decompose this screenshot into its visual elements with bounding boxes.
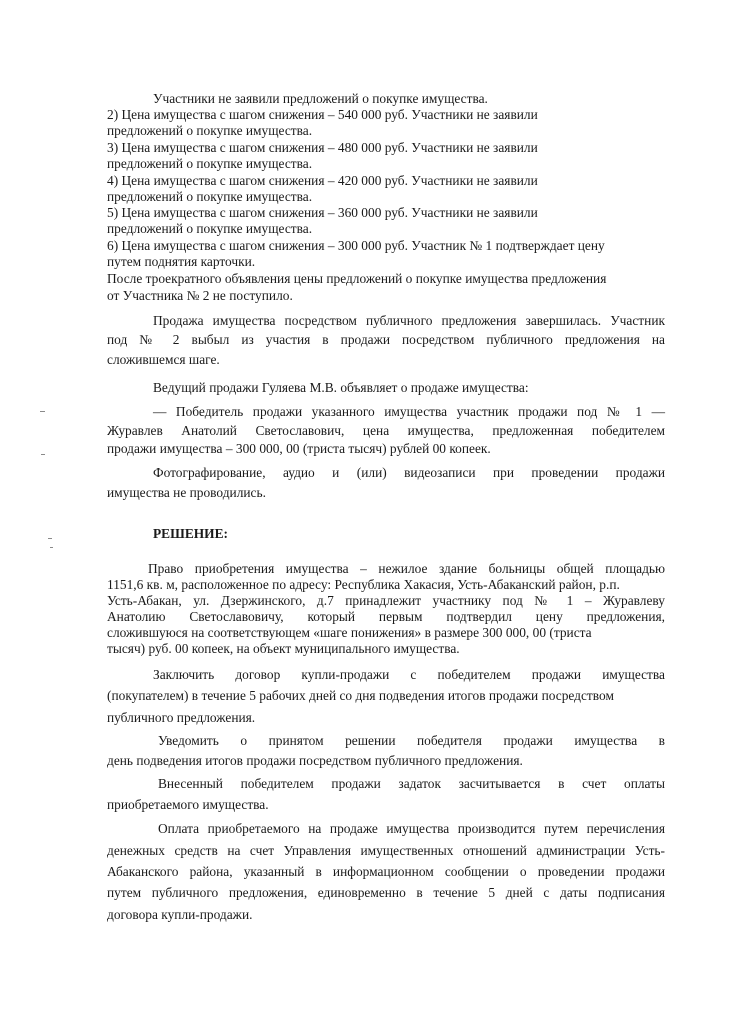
text-line: Усть-Абакан, ул. Дзержинского, д.7 принадлежит участнику под № 1 – Журавлеву — [107, 593, 665, 608]
text-line: 4) Цена имущества с шагом снижения – 420 000 руб. Участники не заявили — [107, 173, 538, 188]
text-line: Анатолию Светославовичу, который первым подтвердил цену предложения, — [107, 609, 665, 624]
text-line: имущества не проводились. — [107, 485, 266, 500]
text-line: Внесенный победителем продажи задаток засчитывается в счет оплаты — [158, 776, 665, 791]
scan-mark — [50, 547, 53, 548]
text-line: под № 2 выбыл из участия в продажи посредством публичного предложения на — [107, 332, 665, 347]
section-heading: РЕШЕНИЕ: — [153, 526, 228, 541]
text-line: Заключить договор купли-продажи с победителем продажи имущества — [153, 667, 665, 682]
text-line: предложений о покупке имущества. — [107, 156, 313, 171]
text-line: Право приобретения имущества – нежилое здание больницы общей площадью — [148, 561, 665, 576]
text-line: 2) Цена имущества с шагом снижения – 540 000 руб. Участники не заявили — [107, 107, 538, 122]
text-line: 6) Цена имущества с шагом снижения – 300 000 руб. Участник № 1 подтверждает цену — [107, 238, 605, 253]
text-line: Уведомить о принятом решении победителя продажи имущества в — [158, 733, 665, 748]
text-line: предложений о покупке имущества. — [107, 221, 313, 236]
text-line: Журавлев Анатолий Светославович, цена имущества, предложенная победителем — [107, 423, 665, 438]
text-line: — Победитель продажи указанного имущества участник продажи под № 1 — — [153, 404, 665, 419]
text-line: предложений о покупке имущества. — [107, 189, 313, 204]
text-line: 3) Цена имущества с шагом снижения – 480 000 руб. Участники не заявили — [107, 140, 538, 155]
text-line: от Участника № 2 не поступило. — [107, 288, 293, 303]
text-line: путем поднятия карточки. — [107, 254, 256, 269]
text-line: 5) Цена имущества с шагом снижения – 360 000 руб. Участники не заявили — [107, 205, 538, 220]
text-line: предложений о покупке имущества. — [107, 123, 313, 138]
text-line: приобретаемого имущества. — [107, 797, 269, 812]
text-line: Фотографирование, аудио и (или) видеозаписи при проведении продажи — [153, 465, 665, 480]
text-line: публичного предложения. — [107, 710, 256, 725]
text-line: (покупателем) в течение 5 рабочих дней со дня подведения итогов продажи посредством — [107, 688, 614, 703]
text-line: 1151,6 кв. м, расположенное по адресу: Республика Хакасия, Усть-Абаканский район, р.п. — [107, 577, 620, 592]
text-line: тысяч) руб. 00 копеек, на объект муниципального имущества. — [107, 641, 460, 656]
text-line: Участники не заявили предложений о покупке имущества. — [153, 91, 488, 106]
text-line: путем публичного предложения, единовременно в течение 5 дней с даты подписания — [107, 885, 665, 900]
text-line: продажи имущества – 300 000, 00 (триста тысяч) рублей 00 копеек. — [107, 441, 491, 456]
text-line: Абаканского района, указанный в информационном сообщении о проведении продажи — [107, 864, 665, 879]
text-line: договора купли-продажи. — [107, 907, 253, 922]
scan-mark — [41, 454, 45, 455]
scan-mark — [48, 538, 52, 539]
text-line: Продажа имущества посредством публичного предложения завершилась. Участник — [153, 313, 665, 328]
text-line: сложившуюся на соответствующем «шаге понижения» в размере 300 000, 00 (триста — [107, 625, 592, 640]
text-line: После троекратного объявления цены предложений о покупке имущества предложения — [107, 271, 607, 286]
text-line: сложившемся шаге. — [107, 352, 220, 367]
scan-mark — [40, 411, 45, 412]
text-line: день подведения итогов продажи посредством публичного предложения. — [107, 753, 523, 768]
text-line: Ведущий продажи Гуляева М.В. объявляет о продаже имущества: — [153, 380, 529, 395]
text-line: Оплата приобретаемого на продаже имущества производится путем перечисления — [158, 821, 665, 836]
text-line: денежных средств на счет Управления имущественных отношений администрации Усть- — [107, 843, 665, 858]
